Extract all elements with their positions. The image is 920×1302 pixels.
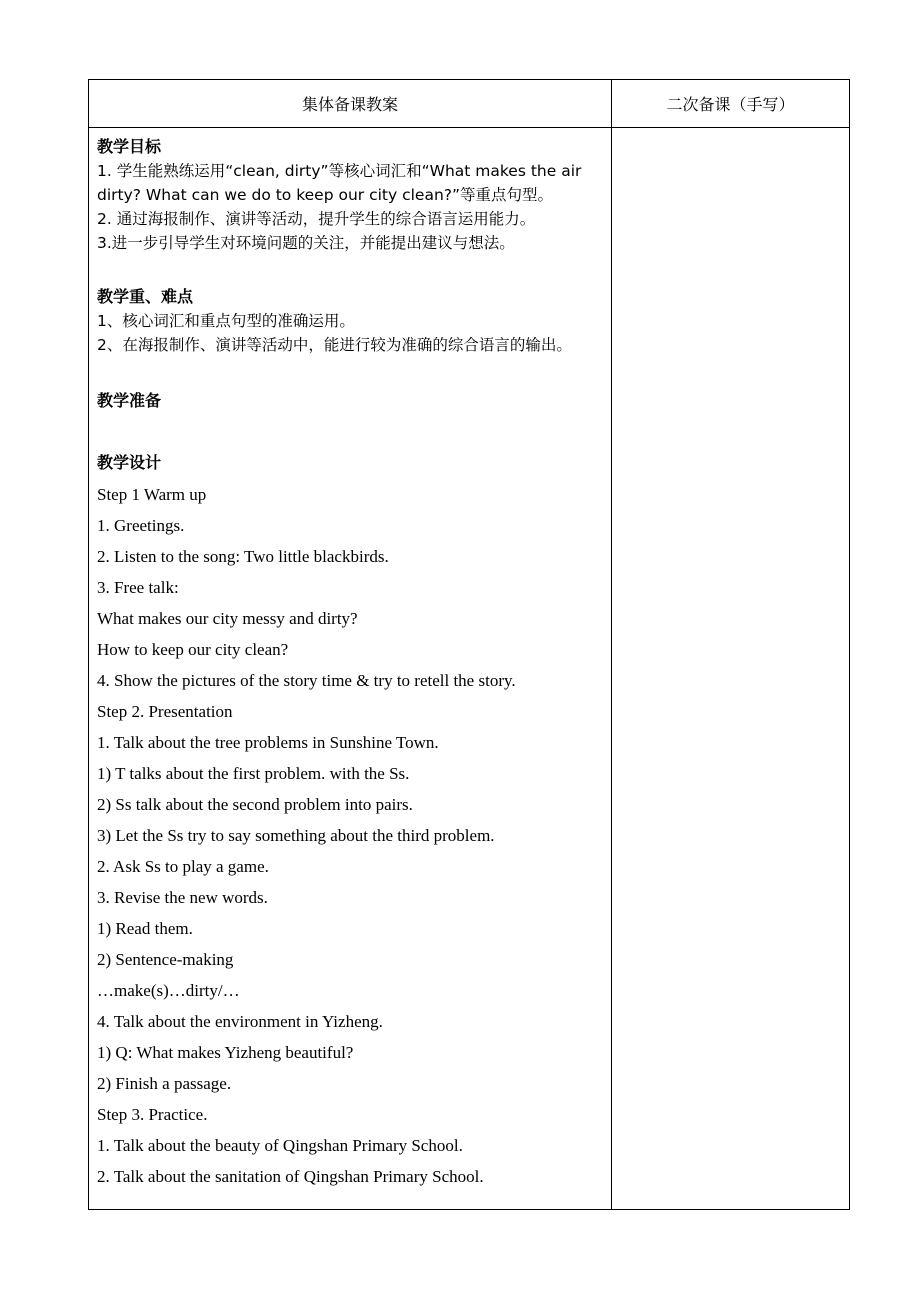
key-point-item: 1、核心词汇和重点句型的准确运用。 [97,312,355,330]
lesson-plan-table [88,79,850,1210]
step-line: 2. Listen to the song: Two little blackbirds. [97,547,389,566]
right-column-title: 二次备课（手写） [666,95,795,114]
step-line: 3. Free talk: [97,578,179,597]
key-point-item: 2、在海报制作、演讲等活动中，能进行较为准确的综合语言的输出。 [97,336,572,354]
header-divider [89,127,849,128]
key-points-heading: 教学重、难点 [97,287,194,306]
objective-item: 2. 通过海报制作、演讲等活动，提升学生的综合语言运用能力。 [97,210,536,228]
step-line: Step 3. Practice. [97,1105,208,1124]
step-line: 2) Finish a passage. [97,1074,232,1093]
step-line: 2. Talk about the sanitation of Qingshan Primary School. [97,1167,484,1186]
step-line: 2. Ask Ss to play a game. [97,857,269,876]
step-line: Step 1 Warm up [97,485,207,504]
preparation-heading: 教学准备 [97,391,162,410]
step-line: 2) Ss talk about the second problem into pairs. [97,795,413,814]
step-line: 1. Talk about the beauty of Qingshan Primary School. [97,1136,463,1155]
step-line: 1) Read them. [97,919,193,938]
column-divider [611,80,612,1209]
objective-item: 1. 学生能熟练运用“clean, dirty”等核心词汇和“What makes the air dirty? What can we do to keep our city clean?”等重点句型。 [97,162,582,204]
objectives-heading: 教学目标 [97,137,162,156]
step-line: 3) Let the Ss try to say something about the third problem. [97,826,495,845]
step-line: Step 2. Presentation [97,702,233,721]
step-line: 4. Show the pictures of the story time & try to retell the story. [97,671,516,690]
step-line: 2) Sentence-making [97,950,234,969]
step-line: What makes our city messy and dirty? [97,609,358,628]
design-steps [97,479,609,1192]
step-line: 4. Talk about the environment in Yizheng. [97,1012,383,1031]
step-line: 3. Revise the new words. [97,888,268,907]
step-line: 1. Talk about the tree problems in Sunshine Town. [97,733,439,752]
step-line: 1) T talks about the first problem. with the Ss. [97,764,410,783]
lesson-plan-content [97,135,609,1192]
objective-item: 3.进一步引导学生对环境问题的关注，并能提出建议与想法。 [97,234,515,252]
step-line: 1. Greetings. [97,516,185,535]
design-heading: 教学设计 [97,453,162,472]
step-line: How to keep our city clean? [97,640,289,659]
step-line: …make(s)…dirty/… [97,981,240,1000]
left-column-title: 集体备课教案 [301,95,398,114]
step-line: 1) Q: What makes Yizheng beautiful? [97,1043,354,1062]
